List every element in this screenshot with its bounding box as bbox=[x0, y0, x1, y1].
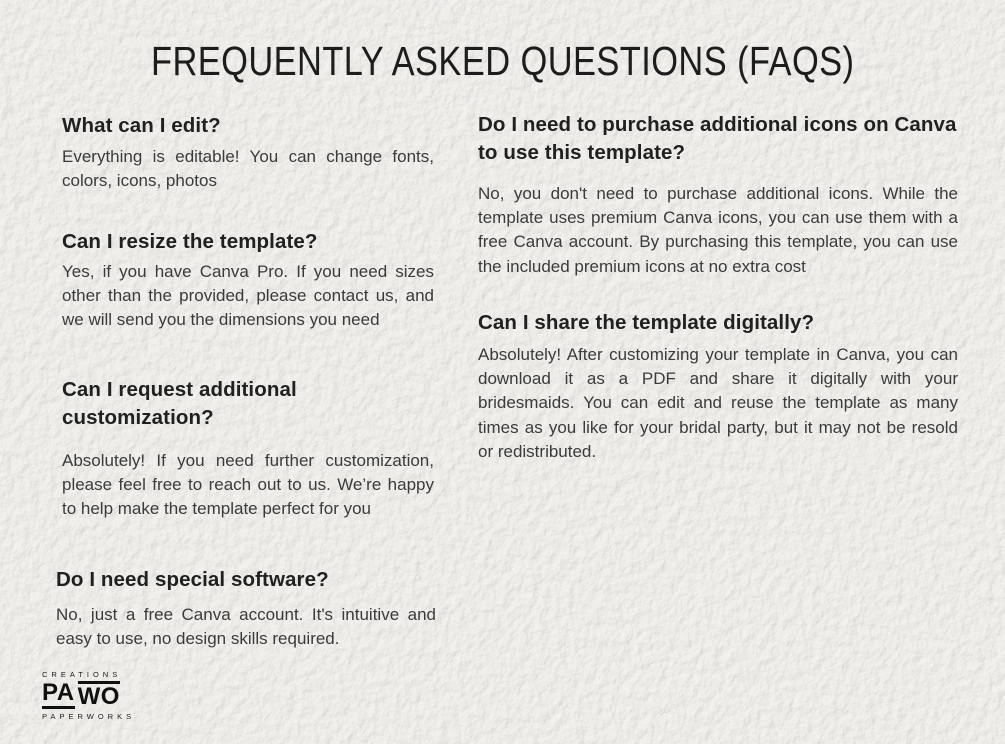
faq-section-resize-template bbox=[62, 228, 434, 333]
page-title: FREQUENTLY ASKED QUESTIONS (FAQS) bbox=[150, 38, 855, 84]
faq-answer: Everything is editable! You can change fonts, colors, icons, photos bbox=[62, 147, 434, 191]
faq-question: Do I need special software? bbox=[56, 568, 329, 591]
faq-answer: Absolutely! After customizing your template in Canva, you can download it as a PDF and share it digitally with your bridesmaids. You can edit and reuse the template as many times as you like for your bridal party, but it may not be resold or redistributed. bbox=[478, 345, 958, 461]
faq-section-special-software bbox=[56, 566, 436, 651]
logo-wo-text: WO bbox=[77, 683, 120, 710]
logo-paperworks-text: PAPERWORKS bbox=[42, 712, 136, 721]
faq-section-what-can-i-edit bbox=[62, 112, 434, 193]
faq-question: Can I resize the template? bbox=[62, 230, 318, 253]
faq-answer: Absolutely! If you need further customization, please feel free to reach out to us. We’re happy to help make the template perfect for you bbox=[62, 451, 434, 519]
faq-answer: No, you don't need to purchase additional icons. While the template uses premium Canva icons, you can use them with a free Canva account. By purchasing this template, you can use the included premium icons at no extra cost bbox=[478, 184, 958, 276]
faq-question: Can I request additional customization? bbox=[62, 378, 297, 429]
faq-section-purchase-icons bbox=[478, 111, 958, 279]
faq-answer: No, just a free Canva account. It's intuitive and easy to use, no design skills required. bbox=[56, 605, 436, 649]
title-row bbox=[0, 38, 1005, 85]
faq-section-additional-customization bbox=[62, 376, 434, 522]
faq-question: What can I edit? bbox=[62, 114, 221, 137]
logo-wordmark bbox=[42, 681, 135, 709]
faq-question: Do I need to purchase additional icons on Canva to use this template? bbox=[478, 113, 957, 164]
faq-section-share-digitally bbox=[478, 309, 958, 464]
pawo-paperworks-logo bbox=[42, 670, 135, 721]
logo-creations-text: CREATIONS bbox=[42, 670, 122, 679]
faq-question: Can I share the template digitally? bbox=[478, 311, 815, 334]
logo-pa-text: PA bbox=[42, 681, 75, 709]
faq-answer: Yes, if you have Canva Pro. If you need sizes other than the provided, please contact us, and we will send you the dimensions you need bbox=[62, 262, 434, 330]
